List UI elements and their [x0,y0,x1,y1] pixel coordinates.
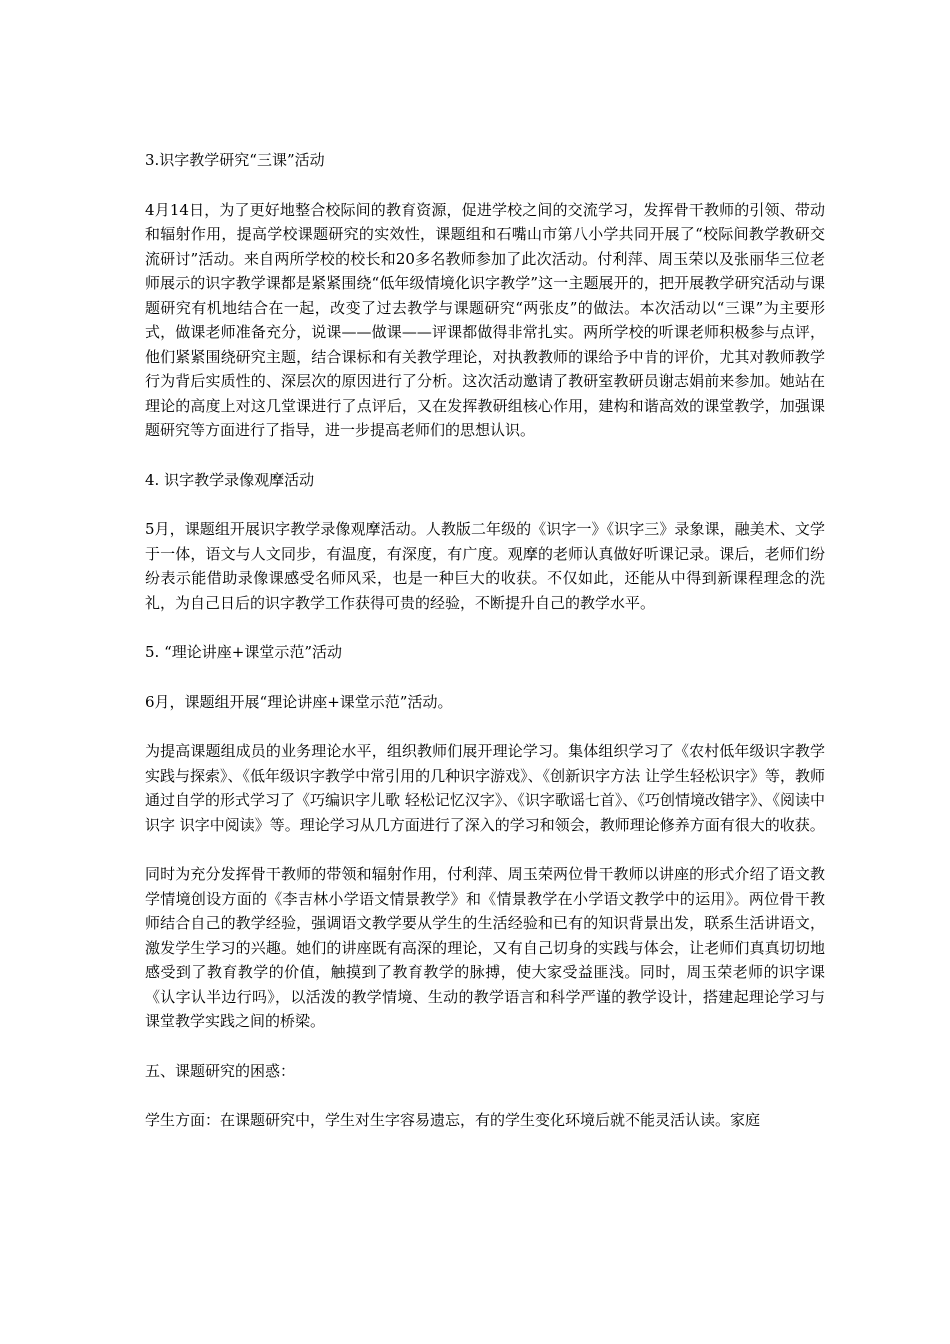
paragraph-june-intro: 6月，课题组开展“理论讲座+课堂示范”活动。 [145,692,453,711]
document-page [145,148,825,1158]
section-heading-lecture-demo: 5. “理论讲座+课堂示范”活动 [145,643,342,661]
paragraph-may-activity: 5月，课题组开展识字教学录像观摩活动。人教版二年级的《识字一》《识字三》录象课，融美术、文学于一体，语文与人文同步，有温度，有深度，有广度。观摩的老师认真做好听课记录。课后，老师们纷纷表示能借助录像课感受名师风采，也是一种巨大的收获。不仅如此，还能从中得到新课程理念的洗礼，为自己日后的识字教学工作获得可贵的经验，不断提升自己的教学水平。 [145,520,825,612]
paragraph-backbone-teachers: 同时为充分发挥骨干教师的带领和辐射作用，付利萍、周玉荣两位骨干教师以讲座的形式介绍了语文教学情境创设方面的《李吉林小学语文情景教学》和《情景教学在小学语文教学中的运用》。两位骨干教师结合自己的教学经验，强调语文教学要从学生的生活经验和已有的知识背景出发，联系生活讲语文，激发学生学习的兴趣。她们的讲座既有高深的理论，又有自己切身的实践与体会，让老师们真真切切地感受到了教育教学的价值，触摸到了教育教学的脉搏，使大家受益匪浅。同时，周玉荣老师的识字课《认字认半边行吗》，以活泼的教学情境、生动的教学语言和科学严谨的教学设计，搭建起理论学习与课堂教学实践之间的桥梁。 [145,865,825,1030]
section-heading-video-observation: 4. 识字教学录像观摩活动 [145,470,315,489]
section-heading-three-lessons: 3.识字教学研究“三课”活动 [145,151,325,169]
paragraph-theory-study: 为提高课题组成员的业务理论水平，组织教师们展开理论学习。集体组织学习了《农村低年级识字教学实践与探索》、《低年级识字教学中常引用的几种识字游戏》、《创新识字方法 让学生轻松识字》等，教师通过自学的形式学习了《巧编识字儿歌 轻松记忆汉字》、《识字歌谣七首》、《巧创情境改错字》、《阅读中识字 识字中阅读》等。理论学习从几方面进行了深入的学习和领会，教师理论修养方面有很大的收获。 [145,742,825,834]
section-heading-research-puzzles: 五、课题研究的困惑： [145,1061,296,1080]
paragraph-student-aspect: 学生方面：在课题研究中，学生对生字容易遗忘，有的学生变化环境后就不能灵活认读。家庭 [145,1111,761,1129]
paragraph-april-activity: 4月14日，为了更好地整合校际间的教育资源，促进学校之间的交流学习，发挥骨干教师的引领、带动和辐射作用，提高学校课题研究的实效性，课题组和石嘴山市第八小学共同开展了“校际间教学教研交流研讨”活动。来自两所学校的校长和20多名教师参加了此次活动。付利萍、周玉荣以及张丽华三位老师展示的识字教学课都是紧紧围绕“低年级情境化识字教学”这一主题展开的，把开展教学研究活动与课题研究有机地结合在一起，改变了过去教学与课题研究“两张皮”的做法。本次活动以“三课”为主要形式，做课老师准备充分，说课——做课——评课都做得非常扎实。两所学校的听课老师积极参与点评，他们紧紧围绕研究主题，结合课标和有关教学理论，对执教教师的课给予中肯的评价，尤其对教师教学行为背后实质性的、深层次的原因进行了分析。这次活动邀请了教研室教研员谢志娟前来参加。她站在理论的高度上对这几堂课进行了点评后，又在发挥教研组核心作用，建构和谐高效的课堂教学，加强课题研究等方面进行了指导，进一步提高老师们的思想认识。 [145,200,825,439]
